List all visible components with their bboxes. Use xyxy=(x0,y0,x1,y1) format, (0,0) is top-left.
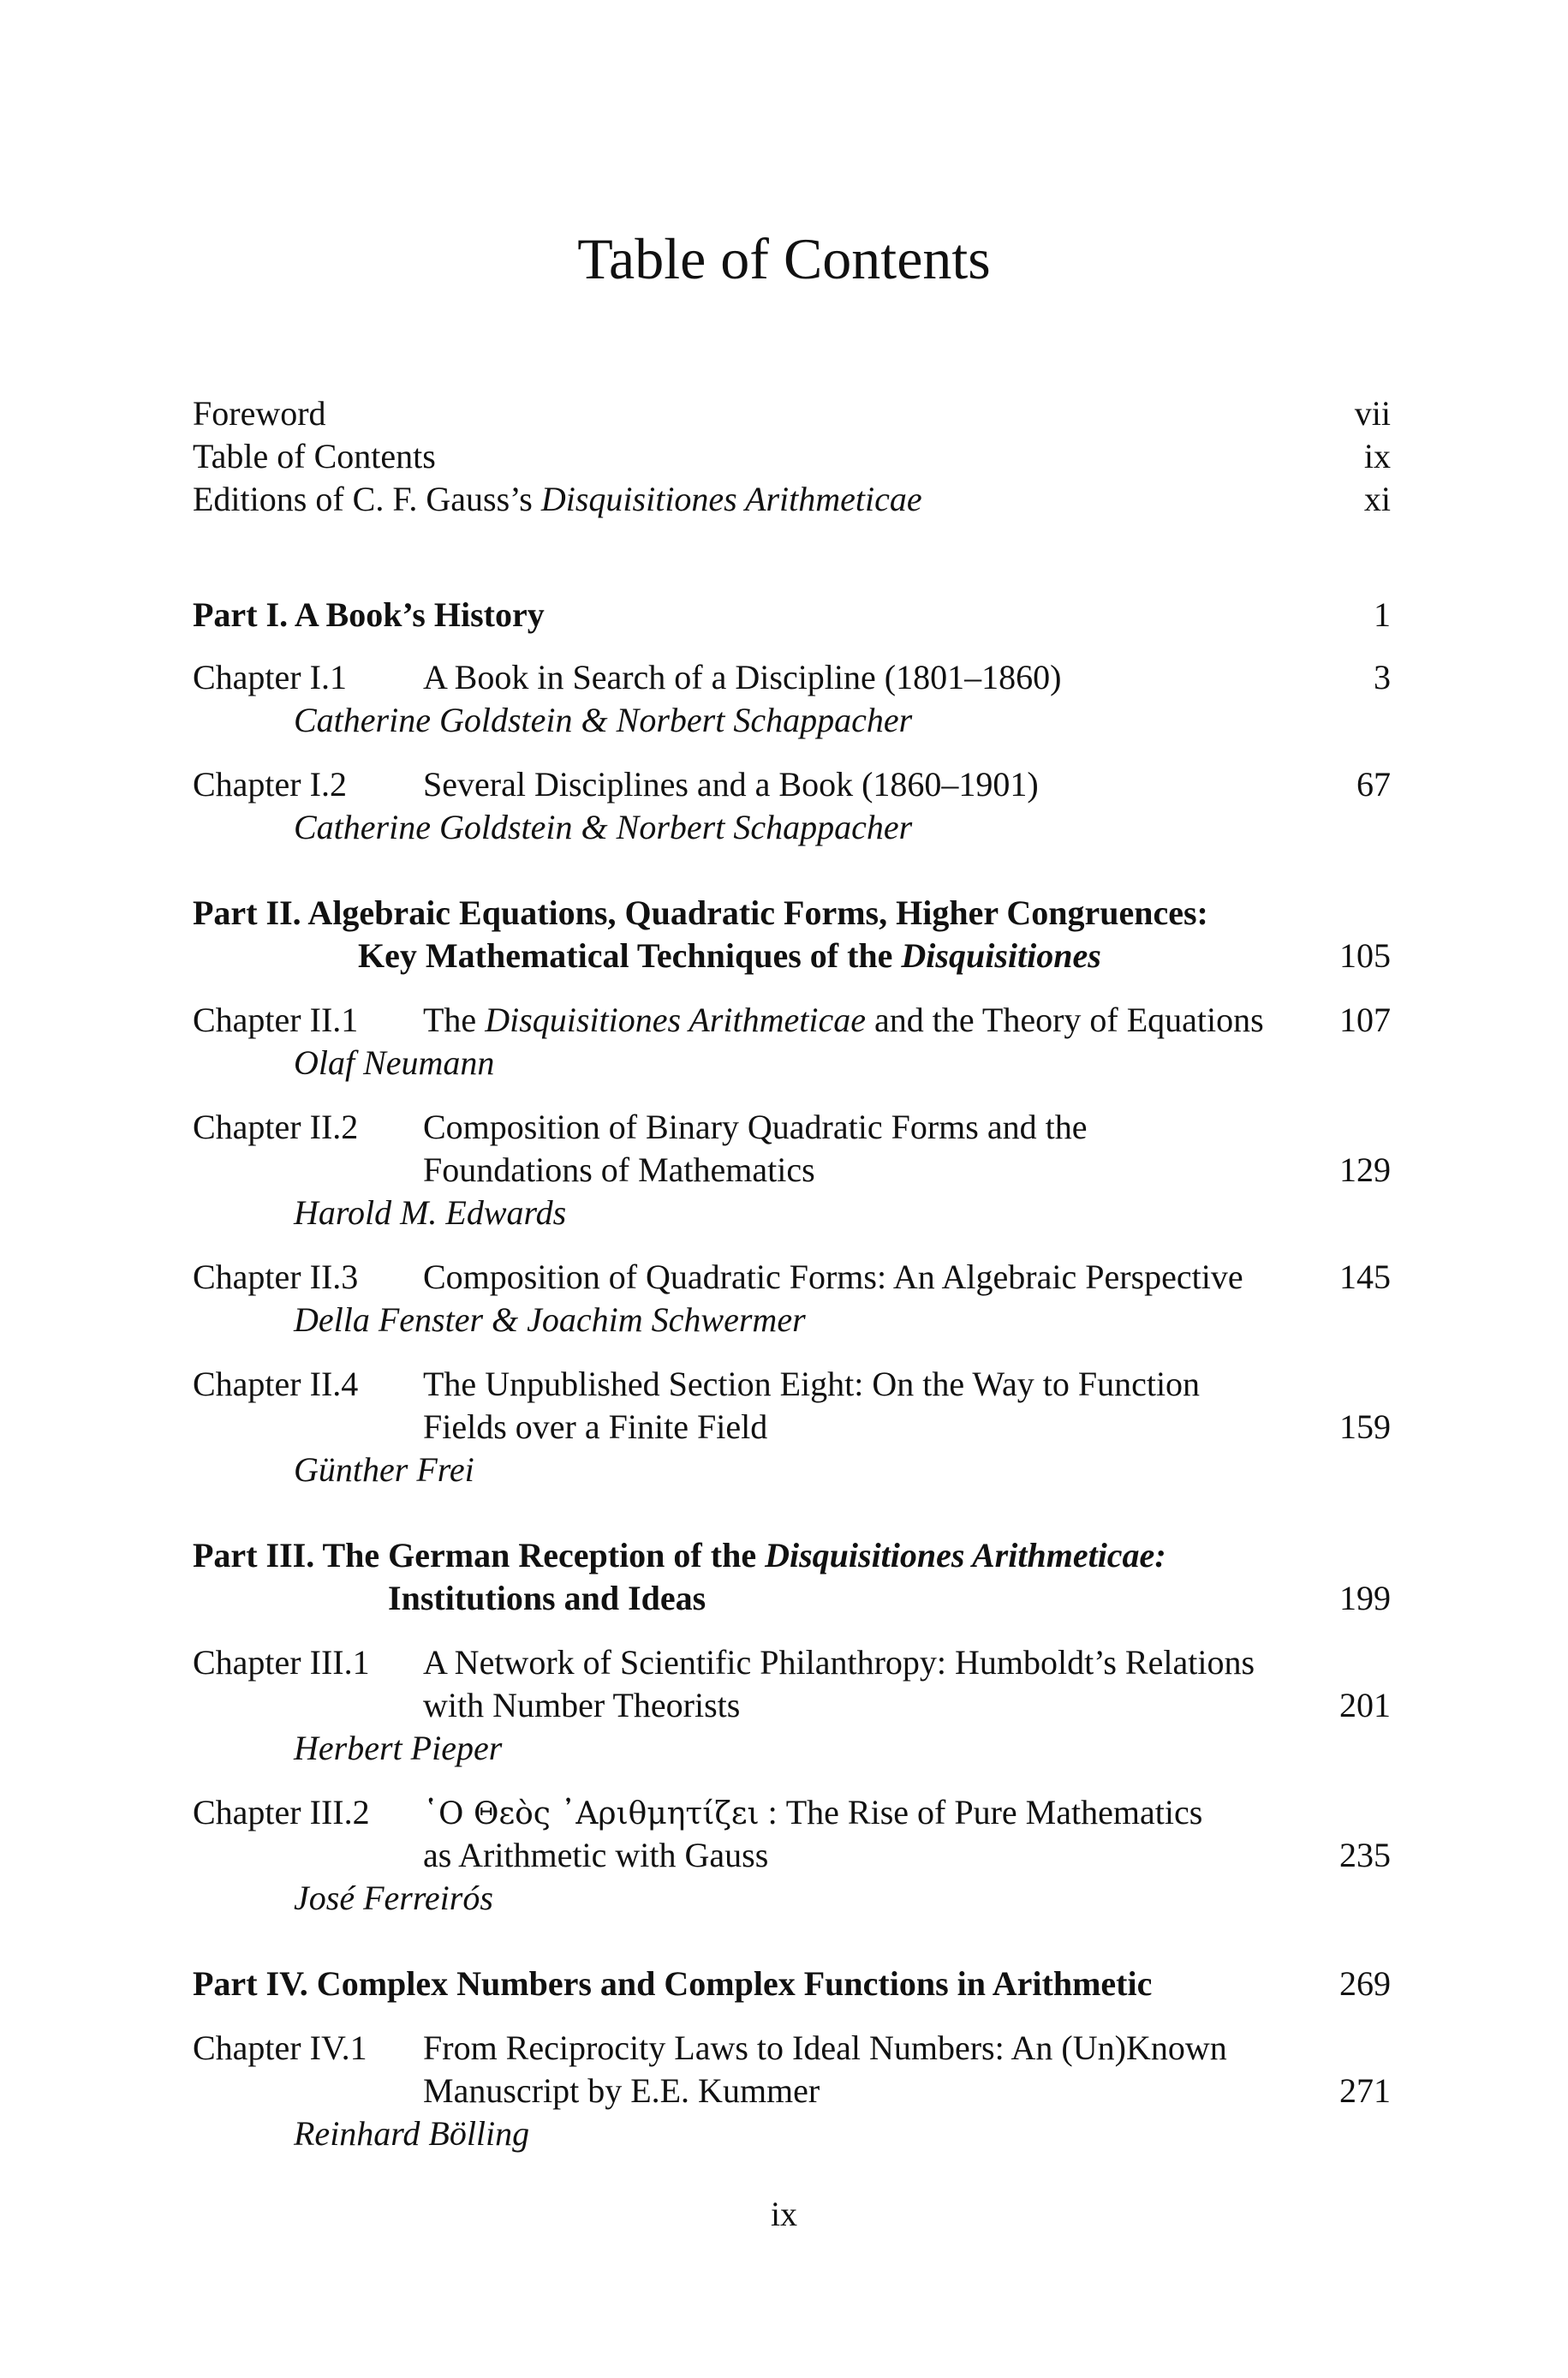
chapter-title-line2[interactable]: as Arithmetic with Gauss xyxy=(423,1836,769,1874)
entry-title: Editions of C. F. Gauss’s xyxy=(193,480,541,518)
page-number: 1 xyxy=(1374,595,1391,634)
chapter-number: Chapter III.2 xyxy=(193,1793,370,1831)
page-title: Table of Contents xyxy=(577,226,991,291)
chapter-author: Della Fenster & Joachim Schwermer xyxy=(294,1300,806,1339)
entry-title-italic: Disquisitiones Arithmeticae xyxy=(540,480,922,518)
chapter-title[interactable]: From Reciprocity Laws to Ideal Numbers: An (Un)Known xyxy=(423,2028,1227,2067)
part-heading-1[interactable]: Part I. A Book’s History xyxy=(193,595,545,634)
chapter-title[interactable]: Composition of Quadratic Forms: An Algebraic Perspective xyxy=(423,1258,1243,1296)
page-number: 129 xyxy=(1339,1150,1391,1189)
toc-entry-editions[interactable] xyxy=(193,478,922,521)
page-number: 145 xyxy=(1339,1258,1391,1296)
part-heading-3[interactable] xyxy=(193,1534,1166,1577)
page-number: 199 xyxy=(1339,1579,1391,1617)
part-heading-2-line2[interactable] xyxy=(358,935,1101,977)
chapter-title-greek: ῾Ο Θεὸς ᾿Αριθμητίζει xyxy=(423,1796,760,1831)
chapter-number: Chapter IV.1 xyxy=(193,2028,367,2067)
page-number: 105 xyxy=(1339,936,1391,975)
chapter-number: Chapter I.1 xyxy=(193,658,347,696)
chapter-number: Chapter III.1 xyxy=(193,1643,370,1682)
chapter-title[interactable]: A Network of Scientific Philanthropy: Humboldt’s Relations xyxy=(423,1643,1255,1682)
chapter-number: Chapter II.1 xyxy=(193,1001,359,1039)
page-number: 67 xyxy=(1356,765,1391,804)
page-number: 159 xyxy=(1339,1407,1391,1446)
chapter-number: Chapter II.3 xyxy=(193,1258,359,1296)
part-heading-italic: Disquisitiones Arithmeticae: xyxy=(765,1536,1166,1574)
toc-entry-table-of-contents[interactable] xyxy=(193,435,436,478)
page-number: vii xyxy=(1354,394,1391,433)
chapter-number: Chapter I.2 xyxy=(193,765,347,804)
chapter-title-line2[interactable]: with Number Theorists xyxy=(423,1686,741,1724)
chapter-title[interactable] xyxy=(423,999,1264,1042)
page-number: 271 xyxy=(1339,2071,1391,2110)
part-heading-2[interactable]: Part II. Algebraic Equations, Quadratic Forms, Higher Congruences: xyxy=(193,893,1208,932)
chapter-number: Chapter II.4 xyxy=(193,1365,359,1403)
chapter-author: Günther Frei xyxy=(294,1450,474,1489)
part-heading-text: Key Mathematical Techniques of the xyxy=(358,936,902,975)
part-heading-italic: Disquisitiones xyxy=(901,936,1101,975)
chapter-title-line2[interactable]: Manuscript by E.E. Kummer xyxy=(423,2071,820,2110)
part-heading-text: Part III. The German Reception of the xyxy=(193,1536,766,1574)
page-number: 269 xyxy=(1339,1964,1391,2003)
page-number: 107 xyxy=(1339,1001,1391,1039)
folio-page-number: ix xyxy=(770,2195,798,2233)
toc-entry-foreword[interactable] xyxy=(193,392,326,435)
chapter-author: José Ferreirós xyxy=(294,1879,493,1917)
chapter-title[interactable]: Several Disciplines and a Book (1860–1901) xyxy=(423,765,1039,804)
chapter-title-italic: Disquisitiones Arithmeticae xyxy=(485,1001,866,1039)
chapter-author: Herbert Pieper xyxy=(294,1729,503,1767)
chapter-number: Chapter II.2 xyxy=(193,1108,359,1146)
chapter-title-line2[interactable]: Foundations of Mathematics xyxy=(423,1150,815,1189)
page-number: 3 xyxy=(1374,658,1391,696)
entry-title: Table of Contents xyxy=(193,437,436,475)
chapter-author: Reinhard Bölling xyxy=(294,2114,530,2153)
page-number: 235 xyxy=(1339,1836,1391,1874)
page-number: xi xyxy=(1363,480,1391,518)
chapter-title-text: : The Rise of Pure Mathematics xyxy=(759,1793,1203,1831)
chapter-title[interactable]: Composition of Binary Quadratic Forms and the xyxy=(423,1108,1088,1146)
chapter-title[interactable]: The Unpublished Section Eight: On the Way to Function xyxy=(423,1365,1201,1403)
page-number: 201 xyxy=(1339,1686,1391,1724)
chapter-title-text: and the Theory of Equations xyxy=(865,1001,1264,1039)
page-number: ix xyxy=(1363,437,1391,475)
chapter-title-text: The xyxy=(423,1001,486,1039)
chapter-title[interactable]: A Book in Search of a Discipline (1801–1860) xyxy=(423,658,1062,696)
part-heading-3-line2[interactable]: Institutions and Ideas xyxy=(388,1579,706,1617)
chapter-title-line2[interactable]: Fields over a Finite Field xyxy=(423,1407,768,1446)
chapter-author: Catherine Goldstein & Norbert Schappacher xyxy=(294,701,913,739)
entry-title: Foreword xyxy=(193,394,326,433)
chapter-author: Catherine Goldstein & Norbert Schappacher xyxy=(294,808,913,846)
chapter-author: Harold M. Edwards xyxy=(294,1193,567,1232)
part-heading-4[interactable]: Part IV. Complex Numbers and Complex Functions in Arithmetic xyxy=(193,1964,1153,2003)
chapter-title[interactable] xyxy=(423,1791,1202,1836)
chapter-author: Olaf Neumann xyxy=(294,1043,495,1082)
